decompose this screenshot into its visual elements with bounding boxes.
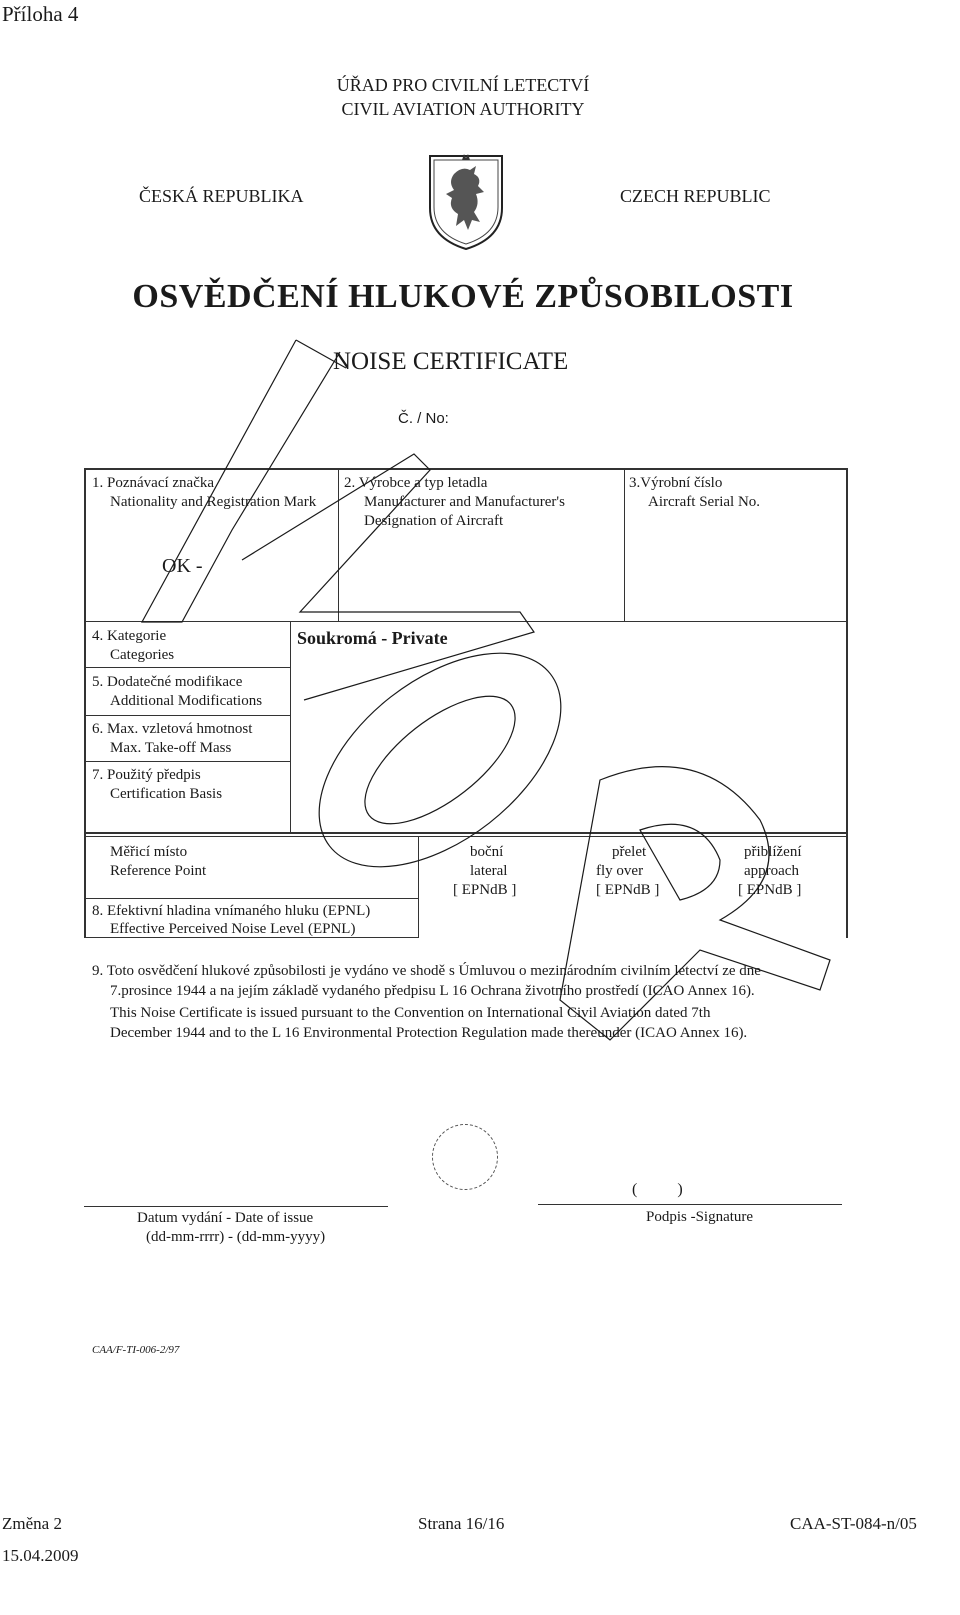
- coat-of-arms-icon: [424, 152, 508, 252]
- date-issue-line[interactable]: [84, 1206, 388, 1207]
- country-cz: ČESKÁ REPUBLIKA: [139, 186, 304, 206]
- field7-label-en: Certification Basis: [110, 786, 223, 802]
- signature-line[interactable]: [538, 1204, 842, 1205]
- statement-en-line1: This Noise Certificate is issued pursuant to the Convention on International Civil Aviation dated 7th: [110, 1005, 711, 1021]
- footer-page: Strana 16/16: [418, 1514, 505, 1533]
- annex-label: Příloha 4: [2, 2, 79, 26]
- flyover-unit: [ EPNdB ]: [596, 882, 660, 898]
- certificate-number-label: Č. / No:: [398, 410, 449, 427]
- field8-label-cz: 8. Efektivní hladina vnímaného hluku (EPNL): [92, 903, 371, 919]
- field7-label-cz: 7. Použitý předpis: [92, 767, 201, 783]
- approach-label-en: approach: [744, 863, 799, 879]
- lateral-label-en: lateral: [470, 863, 508, 879]
- footer-doc-code: CAA-ST-084-n/05: [790, 1514, 917, 1533]
- country-en: CZECH REPUBLIC: [620, 186, 771, 206]
- registration-mark-value[interactable]: OK -: [162, 555, 203, 577]
- approach-unit: [ EPNdB ]: [738, 882, 802, 898]
- field8-label-en: Effective Perceived Noise Level (EPNL): [110, 921, 356, 937]
- flyover-label-cz: přelet: [612, 844, 647, 860]
- field2-label-en: Manufacturer and Manufacturer's: [364, 494, 565, 510]
- signature-parens: ( ): [632, 1181, 683, 1198]
- reference-point-label-cz: Měřicí místo: [110, 844, 188, 860]
- date-issue-label: Datum vydání - Date of issue: [137, 1210, 314, 1226]
- field2-label-cz: 2. Výrobce a typ letadla: [344, 475, 488, 491]
- flyover-label-en: fly over: [596, 863, 644, 879]
- field5-label-cz: 5. Dodatečné modifikace: [92, 674, 243, 690]
- field3-label-cz: 3.Výrobní číslo: [629, 475, 723, 491]
- lateral-label-cz: boční: [470, 844, 504, 860]
- field6-label-cz: 6. Max. vzletová hmotnost: [92, 721, 253, 737]
- field1-label-cz: 1. Poznávací značka: [92, 475, 215, 491]
- statement-cz-line2: 7.prosince 1944 a na jejím základě vydaného předpisu L 16 Ochrana životního prostředí (ICAO Annex 16).: [110, 983, 755, 999]
- stamp-placeholder: [432, 1124, 498, 1190]
- field4-label-en: Categories: [110, 647, 175, 663]
- footer-date: 15.04.2009: [2, 1546, 79, 1565]
- field6-label-en: Max. Take-off Mass: [110, 740, 232, 756]
- field2-label-en2: Designation of Aircraft: [364, 513, 504, 529]
- signature-label: Podpis -Signature: [646, 1209, 754, 1225]
- field5-label-en: Additional Modifications: [110, 693, 263, 709]
- footer-change: Změna 2: [2, 1514, 62, 1533]
- field1-label-en: Nationality and Registration Mark: [110, 494, 317, 510]
- title-en: NOISE CERTIFICATE: [333, 348, 569, 375]
- reference-point-label-en: Reference Point: [110, 863, 207, 879]
- title-cz: OSVĚDČENÍ HLUKOVÉ ZPŮSOBILOSTI: [132, 278, 794, 315]
- approach-label-cz: přiblížení: [744, 844, 802, 860]
- form-code: CAA/F-TI-006-2/97: [92, 1344, 180, 1356]
- statement-en-line2: December 1944 and to the L 16 Environmental Protection Regulation made thereunder (ICAO Annex 16).: [110, 1025, 748, 1041]
- category-value[interactable]: Soukromá - Private: [297, 628, 448, 648]
- field4-label-cz: 4. Kategorie: [92, 628, 167, 644]
- field3-label-en: Aircraft Serial No.: [648, 494, 761, 510]
- authority-name-cz: ÚŘAD PRO CIVILNÍ LETECTVÍ: [336, 75, 590, 95]
- authority-name-en: CIVIL AVIATION AUTHORITY: [341, 99, 585, 119]
- lateral-unit: [ EPNdB ]: [453, 882, 517, 898]
- statement-cz-line1: 9. Toto osvědčení hlukové způsobilosti je vydáno ve shodě s Úmluvou o mezinárodním civilním letectví ze dne: [92, 963, 761, 979]
- date-issue-format: (dd-mm-rrrr) - (dd-mm-yyyy): [146, 1229, 326, 1245]
